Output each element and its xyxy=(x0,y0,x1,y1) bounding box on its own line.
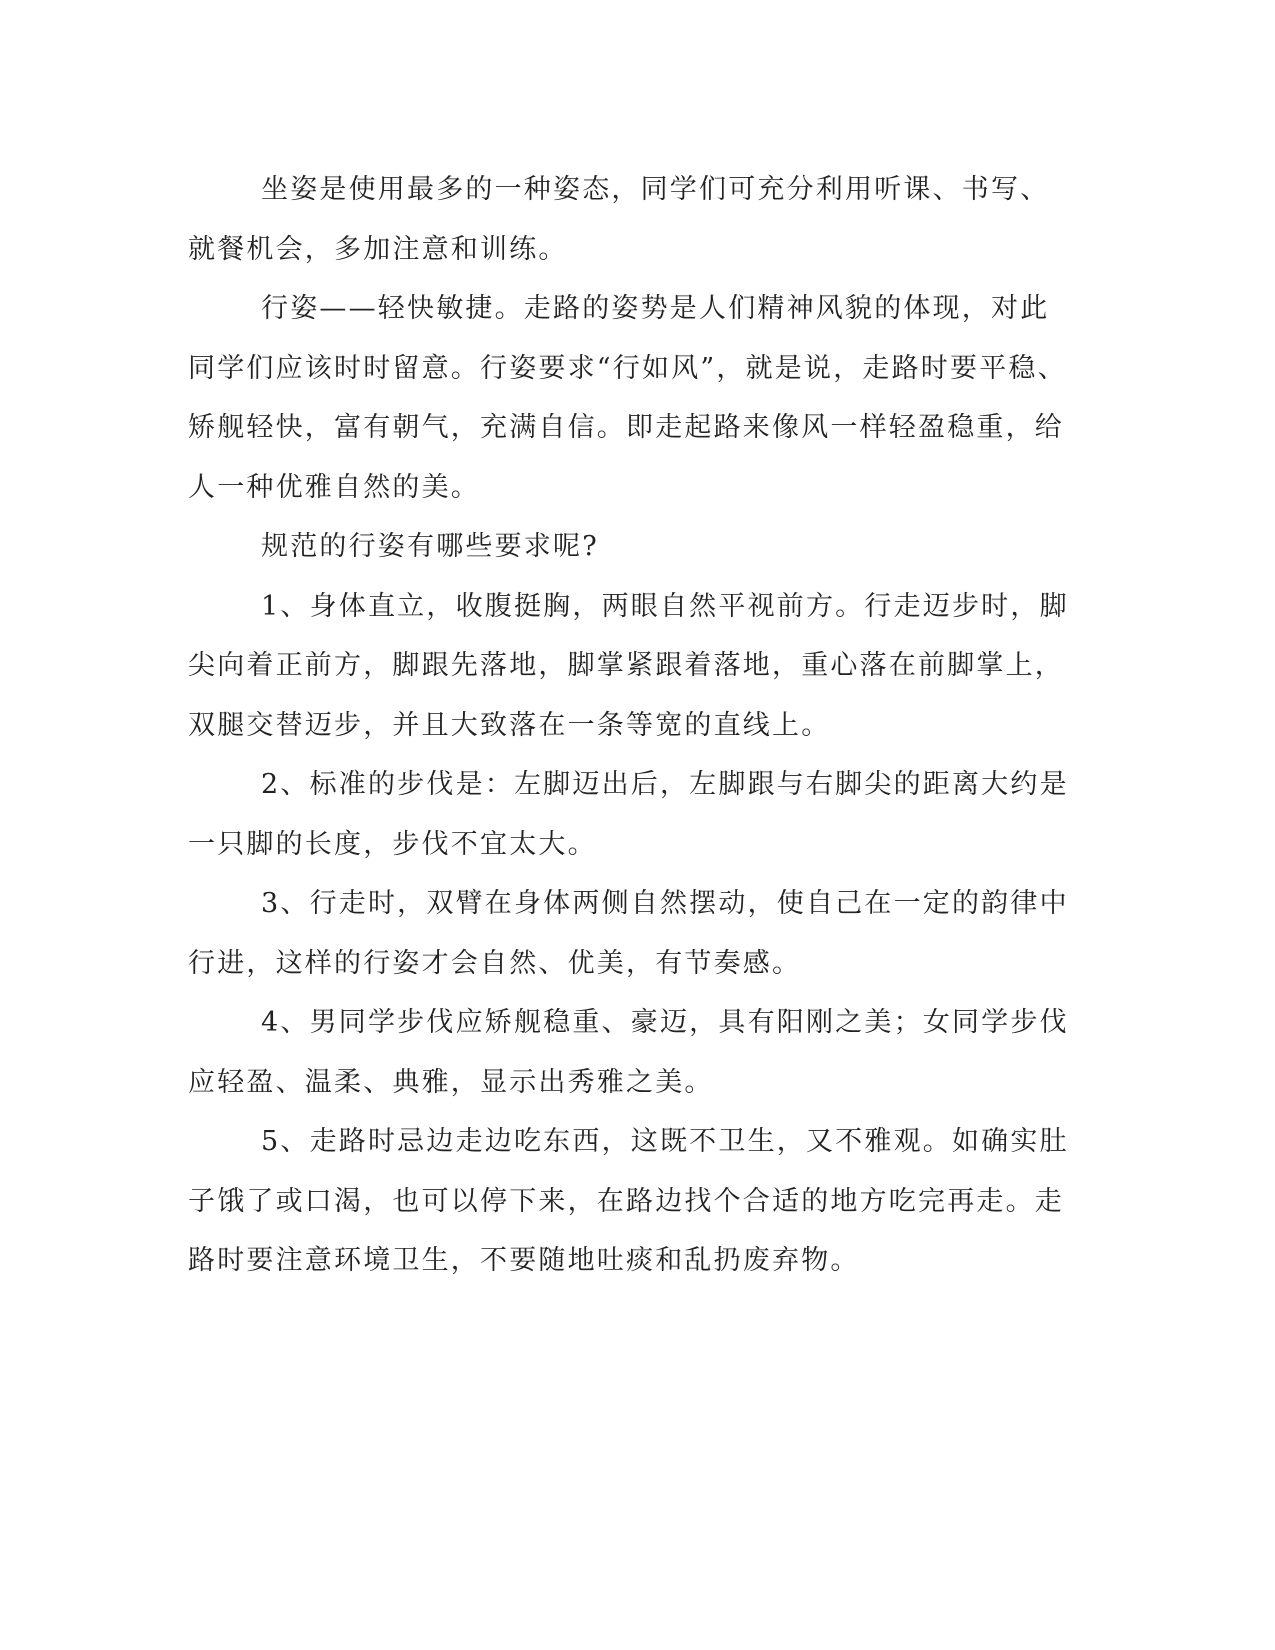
list-item-4: 4、男同学步伐应矫舰稳重、豪迈，具有阳刚之美；女同学步伐应轻盈、温柔、典雅，显示出秀雅之美。 xyxy=(188,1007,1069,1098)
list-item-2: 2、标准的步伐是：左脚迈出后，左脚跟与右脚尖的距离大约是一只脚的长度，步伐不宜太大。 xyxy=(188,769,1069,860)
list-item-1: 1、身体直立，收腹挺胸，两眼自然平视前方。行走迈步时，脚尖向着正前方，脚跟先落地，脚掌紧跟着落地，重心落在前脚掌上，双腿交替迈步，并且大致落在一条等宽的直线上。 xyxy=(188,590,1069,741)
list-item-5: 5、走路时忌边走边吃东西，这既不卫生，又不雅观。如确实肚子饿了或口渴，也可以停下来，在路边找个合适的地方吃完再走。走路时要注意环境卫生，不要随地吐痰和乱扔废弃物。 xyxy=(188,1126,1069,1276)
document-body xyxy=(188,160,1070,1291)
paragraph-walking-posture: 行姿——轻快敏捷。走路的姿势是人们精神风貌的体现，对此同学们应该时时留意。行姿要求“行如风”，就是说，走路时要平稳、矫舰轻快，富有朝气，充满自信。即走起路来像风一样轻盈稳重，给人一种优雅自然的美。 xyxy=(188,293,1067,503)
paragraph-sitting-posture: 坐姿是使用最多的一种姿态，同学们可充分利用听课、书写、就餐机会，多加注意和训练。 xyxy=(188,174,1050,265)
list-item-3: 3、行走时，双臂在身体两侧自然摆动，使自己在一定的韵律中行进，这样的行姿才会自然、优美，有节奏感。 xyxy=(188,888,1069,979)
paragraph-requirements-question: 规范的行姿有哪些要求呢? xyxy=(261,531,599,562)
